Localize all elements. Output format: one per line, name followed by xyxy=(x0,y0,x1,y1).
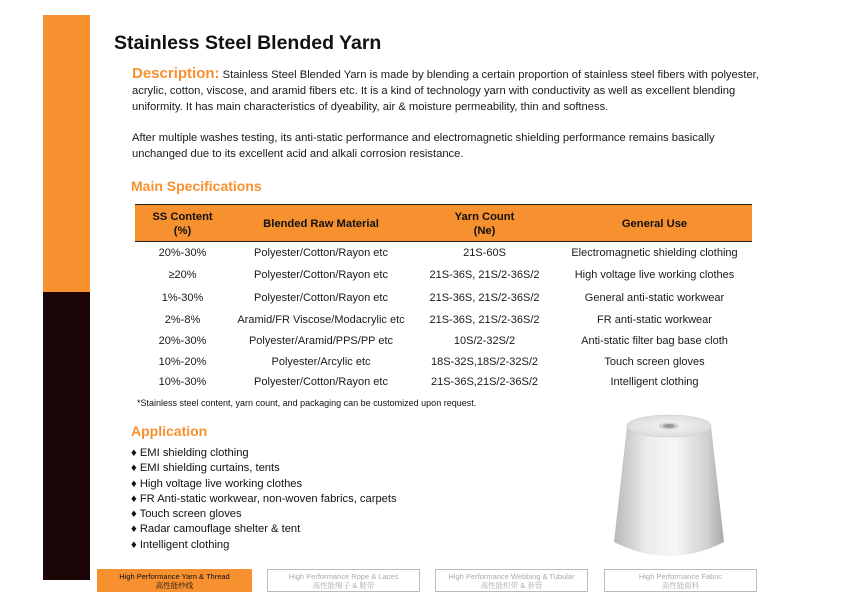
yarn-cone-image xyxy=(612,410,726,562)
cell-use: General anti-static workwear xyxy=(584,292,725,304)
cell-use: Electromagnetic shielding clothing xyxy=(571,247,738,259)
description-paragraph-2: After multiple washes testing, its anti-static performance and electromagnetic shielding performance remains basically unchanged due to its excellent acid and alkali corrosion resistance. xyxy=(132,132,715,160)
list-item: ♦ EMI shielding curtains, tents xyxy=(131,462,280,475)
cell-count: 21S-60S xyxy=(463,247,506,259)
spec-table-header xyxy=(135,204,752,242)
cell-use: Anti-static filter bag base cloth xyxy=(581,335,728,347)
cell-material: Polyester/Cotton/Rayon etc xyxy=(254,247,388,259)
description-label: Description: xyxy=(132,65,220,82)
cell-ss: 10%-20% xyxy=(158,356,207,368)
application-list xyxy=(131,446,397,553)
table-row xyxy=(135,265,752,285)
header-yarn-count: Yarn Count (Ne) xyxy=(454,211,515,237)
cell-material: Polyester/Arcylic etc xyxy=(271,356,371,368)
table-row xyxy=(135,310,752,330)
tab-label-cn: 高性能绳子 & 鞋带 xyxy=(312,580,375,590)
tab-label-cn: 高性能纱线 xyxy=(155,580,194,590)
cell-material: Polyester/Cotton/Rayon etc xyxy=(254,269,388,281)
tab-label-cn: 高性能织带 & 套管 xyxy=(480,580,543,590)
cell-count: 21S-36S, 21S/2-36S/2 xyxy=(429,292,540,304)
cell-material: Polyester/Cotton/Rayon etc xyxy=(254,292,388,304)
list-item: ♦ Touch screen gloves xyxy=(131,508,242,521)
cell-ss: 1%-30% xyxy=(161,292,204,304)
cell-count: 18S-32S,18S/2-32S/2 xyxy=(430,356,539,368)
tab-label-en: High Performance Rope & Laces xyxy=(288,571,399,581)
side-bar-orange xyxy=(43,15,90,292)
customization-note: *Stainless steel content, yarn count, and packaging can be customized upon request. xyxy=(137,398,477,408)
side-bar-dark xyxy=(43,292,90,580)
header-general-use: General Use xyxy=(621,218,688,230)
table-row xyxy=(135,331,752,351)
header-material: Blended Raw Material xyxy=(263,218,379,230)
cell-ss: 2%-8% xyxy=(164,314,201,326)
cell-count: 21S-36S,21S/2-36S/2 xyxy=(430,376,539,388)
cell-material: Polyester/Cotton/Rayon etc xyxy=(254,376,388,388)
tab-label-en: High Performance Fabric xyxy=(638,571,723,581)
tab-rope-laces[interactable] xyxy=(267,569,420,592)
cell-use: Touch screen gloves xyxy=(604,356,705,368)
table-row xyxy=(135,372,752,392)
cell-count: 21S-36S, 21S/2-36S/2 xyxy=(429,269,540,281)
cell-ss: 20%-30% xyxy=(158,335,207,347)
tab-label-en: High Performance Webbing & Tubular xyxy=(448,571,575,581)
tab-label-cn: 高性能面料 xyxy=(661,580,700,590)
cell-ss: 10%-30% xyxy=(158,376,207,388)
description-paragraph xyxy=(132,66,772,115)
cell-material: Aramid/FR Viscose/Modacrylic etc xyxy=(237,314,405,326)
cell-count: 21S-36S, 21S/2-36S/2 xyxy=(429,314,540,326)
header-ss-content: SS Content (%) xyxy=(152,211,213,237)
page-title: Stainless Steel Blended Yarn xyxy=(114,32,382,54)
list-item: ♦ EMI shielding clothing xyxy=(131,447,249,459)
tab-label-en: High Performance Yarn & Thread xyxy=(119,571,230,581)
application-heading: Application xyxy=(131,423,208,439)
cell-use: High voltage live working clothes xyxy=(574,269,735,281)
list-item: ♦ Intelligent clothing xyxy=(131,538,230,551)
tab-fabric[interactable] xyxy=(604,569,757,592)
cell-use: Intelligent clothing xyxy=(610,376,699,388)
table-row xyxy=(135,288,752,308)
list-item: ♦ Radar camouflage shelter & tent xyxy=(131,523,301,536)
table-row xyxy=(135,352,752,372)
cell-ss: 20%-30% xyxy=(158,247,207,259)
cell-use: FR anti-static workwear xyxy=(597,314,712,326)
cell-ss: ≥20% xyxy=(168,269,197,281)
tab-yarn-thread[interactable] xyxy=(97,569,252,592)
description-text: Stainless Steel Blended Yarn is made by blending a certain proportion of stainless steel fibers with polyester, acrylic, cotton, viscose, and aramid fibers etc. It is a kind of technology yarn with conductivity as well as excellent blending uniformity. It has main characteristics of dyeability, air & moisture permeability, thin and softness. xyxy=(132,69,759,113)
tab-webbing-tubular[interactable] xyxy=(435,569,588,592)
cell-count: 10S/2-32S/2 xyxy=(453,335,516,347)
cell-material: Polyester/Aramid/PPS/PP etc xyxy=(248,335,394,347)
specifications-heading: Main Specifications xyxy=(131,178,262,194)
table-row xyxy=(135,243,752,263)
list-item: ♦ High voltage live working clothes xyxy=(131,477,303,490)
list-item: ♦ FR Anti-static workwear, non-woven fabrics, carpets xyxy=(131,492,397,505)
